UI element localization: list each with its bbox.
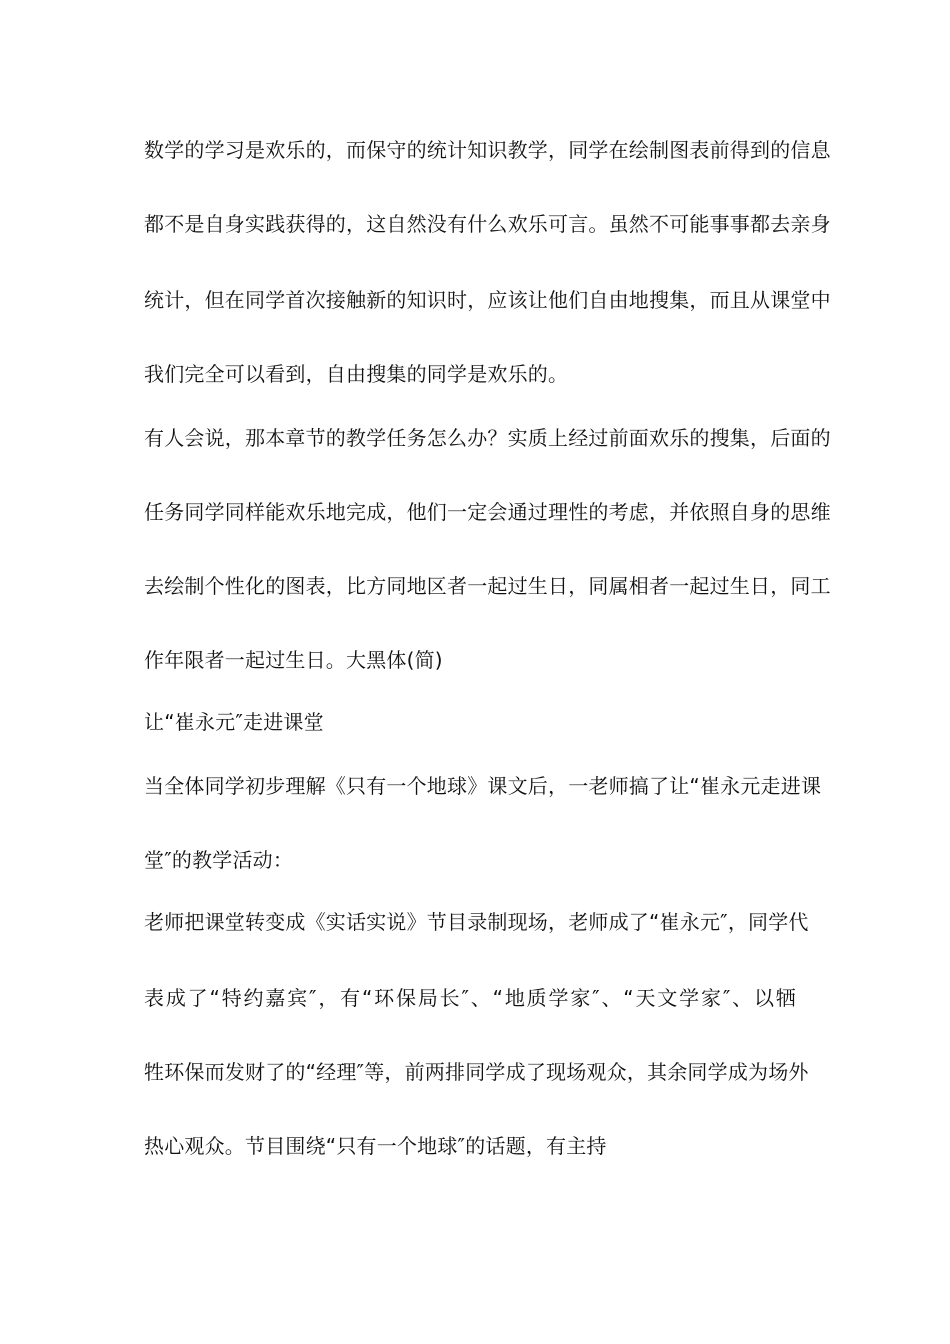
paragraph-line: 都不是自身实践获得的，这自然没有什么欢乐可言。虽然不可能事事都去亲身 xyxy=(144,212,831,236)
paragraph-line: 作年限者一起过生日。大黑体(简) xyxy=(144,648,443,672)
paragraph-line: 表成了“特约嘉宾″，有“环保局长″、“地质学家″、“天文学家″、以牺 xyxy=(144,986,796,1010)
paragraph-line: 牲环保而发财了的“经理″等，前两排同学成了现场观众，其余同学成为场外 xyxy=(144,1060,809,1084)
paragraph-line: 热心观众。节目围绕“只有一个地球″的话题，有主持 xyxy=(144,1134,607,1158)
paragraph-line: 统计，但在同学首次接触新的知识时，应该让他们自由地搜集，而且从课堂中 xyxy=(144,288,831,312)
paragraph-line: 老师把课堂转变成《实话实说》节目录制现场，老师成了“崔永元″，同学代 xyxy=(144,910,809,934)
paragraph-line: 有人会说，那本章节的教学任务怎么办？实质上经过前面欢乐的搜集，后面的 xyxy=(144,426,831,450)
paragraph-line: 堂″的教学活动： xyxy=(144,848,294,872)
paragraph-line: 当全体同学初步理解《只有一个地球》课文后，一老师搞了让“崔永元走进课 xyxy=(144,774,822,798)
paragraph-line: 数学的学习是欢乐的，而保守的统计知识教学，同学在绘制图表前得到的信息 xyxy=(144,138,831,162)
paragraph-line: 任务同学同样能欢乐地完成，他们一定会通过理性的考虑，并依照自身的思维 xyxy=(144,500,831,524)
paragraph-line: 去绘制个性化的图表，比方同地区者一起过生日，同属相者一起过生日，同工 xyxy=(144,574,831,598)
section-heading: 让“崔永元″走进课堂 xyxy=(144,710,324,734)
paragraph-line: 我们完全可以看到，自由搜集的同学是欢乐的。 xyxy=(144,362,569,386)
